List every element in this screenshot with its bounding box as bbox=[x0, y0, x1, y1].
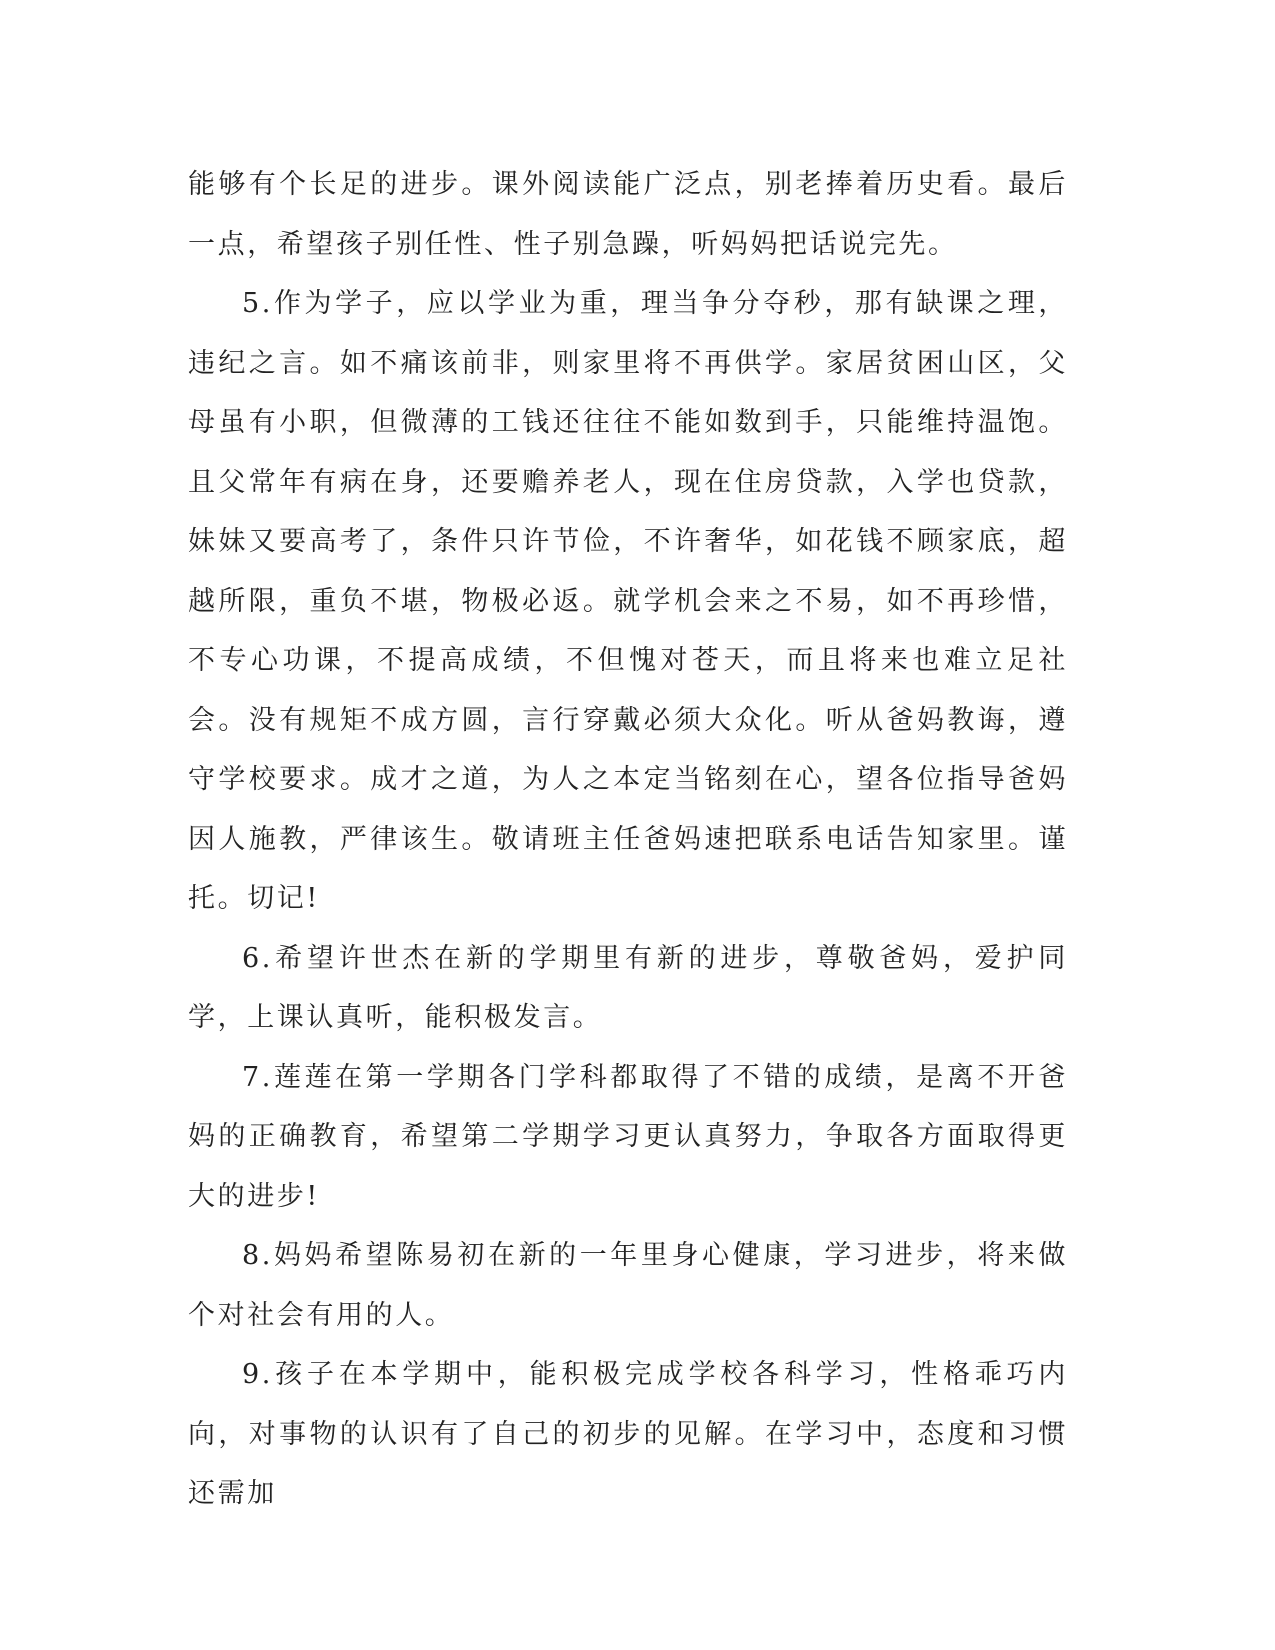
paragraph-item-6: 6.希望许世杰在新的学期里有新的进步，尊敬爸妈，爱护同学，上课认真听，能积极发言。 bbox=[188, 942, 1068, 1033]
document-body bbox=[188, 155, 1068, 1524]
paragraph-item-7: 7.莲莲在第一学期各门学科都取得了不错的成绩，是离不开爸妈的正确教育，希望第二学期学习更认真努力，争取各方面取得更大的进步! bbox=[188, 1061, 1068, 1212]
paragraph-item-5: 5.作为学子，应以学业为重，理当争分夺秒，那有缺课之理，违纪之言。如不痛该前非，则家里将不再供学。家居贫困山区，父母虽有小职，但微薄的工钱还往往不能如数到手，只能维持温饱。且父常年有病在身，还要赡养老人，现在住房贷款，入学也贷款，妹妹又要高考了，条件只许节俭，不许奢华，如花钱不顾家底，超越所限，重负不堪，物极必返。就学机会来之不易，如不再珍惜，不专心功课，不提高成绩，不但愧对苍天，而且将来也难立足社会。没有规矩不成方圆，言行穿戴必须大众化。听从爸妈教诲，遵守学校要求。成才之道，为人之本定当铭刻在心，望各位指导爸妈因人施教，严律该生。敬请班主任爸妈速把联系电话告知家里。谨托。切记! bbox=[188, 288, 1068, 914]
paragraph-item-8: 8.妈妈希望陈易初在新的一年里身心健康，学习进步，将来做个对社会有用的人。 bbox=[188, 1240, 1068, 1331]
paragraph-item-9: 9.孩子在本学期中，能积极完成学校各科学习，性格乖巧内向，对事物的认识有了自己的初步的见解。在学习中，态度和习惯还需加 bbox=[188, 1359, 1068, 1509]
paragraph-continuation: 能够有个长足的进步。课外阅读能广泛点，别老捧着历史看。最后一点，希望孩子别任性、性子别急躁，听妈妈把话说完先。 bbox=[188, 169, 1068, 260]
